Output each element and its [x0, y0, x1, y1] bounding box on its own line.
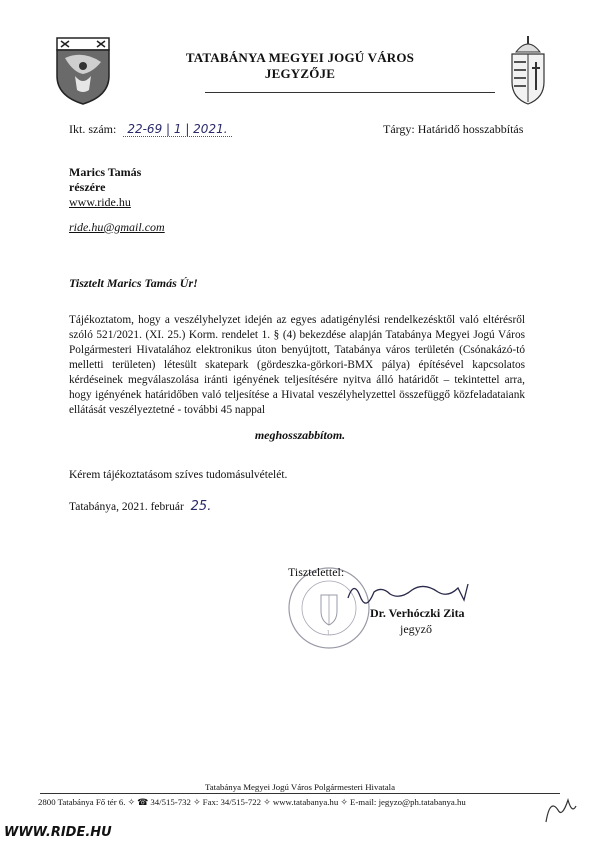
city-coat-of-arms-icon: [55, 36, 111, 106]
recipient-suffix: részére: [69, 180, 106, 194]
footer-divider: [40, 793, 560, 794]
hungary-coat-of-arms-icon: [508, 34, 548, 106]
date-day-handwritten: 25.: [190, 499, 212, 514]
reference-value: 22-69 | 1 | 2021.: [123, 122, 231, 137]
issuer-header: [120, 50, 480, 82]
recipient-email-link[interactable]: ride.hu@gmail.com: [69, 220, 165, 234]
footer-organization: Tatabánya Megyei Jogú Város Polgármesteri Hivatala: [204, 782, 395, 792]
issuer-role: JEGYZŐJE: [264, 66, 336, 81]
date-line: [69, 499, 211, 514]
reference-label: Ikt. szám:: [69, 122, 117, 136]
recipient-website-link[interactable]: www.ride.hu: [69, 195, 131, 209]
closing-request: Kérem tájékoztatásom szíves tudomásulvételét.: [69, 469, 288, 481]
date-text: Tatabánya, 2021. február: [69, 501, 184, 513]
decision-statement: meghosszabbítom.: [254, 428, 346, 442]
initials-signature: [540, 792, 580, 828]
regards-text: Tisztelettel:: [288, 565, 345, 579]
signer-name: Dr. Verhóczki Zita: [370, 606, 465, 620]
subject-line: Tárgy: Határidő hosszabbítás: [383, 122, 524, 136]
stamp-number: 1.: [326, 629, 332, 637]
reference-number: [69, 122, 232, 137]
footer-contact: 2800 Tatabánya Fő tér 6. ✧ ☎ 34/515-732 ✧ Fax: 34/515-722 ✧ www.tatabanya.hu ✧ E-mail: jegyzo@ph.tatabanya.hu: [38, 797, 466, 807]
header-divider: [205, 92, 495, 93]
signer-title: jegyző: [400, 622, 432, 636]
watermark-text: WWW.RIDE.HU: [4, 825, 112, 840]
handwritten-signature: [340, 570, 480, 610]
greeting: Tisztelt Marics Tamás Úr!: [69, 276, 198, 290]
recipient-block: [69, 165, 141, 210]
issuer-name: TATABÁNYA MEGYEI JOGÚ VÁROS: [185, 50, 415, 65]
recipient-name: Marics Tamás: [69, 165, 142, 179]
letter-body: Tájékoztatom, hogy a veszélyhelyzet idején az egyes adatigénylési rendelkezésktől való eltérésről szóló 521/2021. (XI. 25.) Korm. rendelet 1. § (4) bekezdése alapján Tatabánya Megyei Jogú Város Polgármesteri Hivatalához elektronikus úton benyújtott, Tatabánya város területén (Csónakázó-tó melletti területen) létesült skatepark (gördeszka-görkori-BMX pálya) építésével kapcsolatos kérdéseinek megválaszolása iránti igényének teljesítésére nyitva álló határidőt – tekintettel arra, hogy igényének határidőben való teljesítése a Hivatal veszélyhelyzettel összefüggő közfeladataiank ellátását veszélyeztetné - további 45 nappal: [69, 314, 525, 416]
